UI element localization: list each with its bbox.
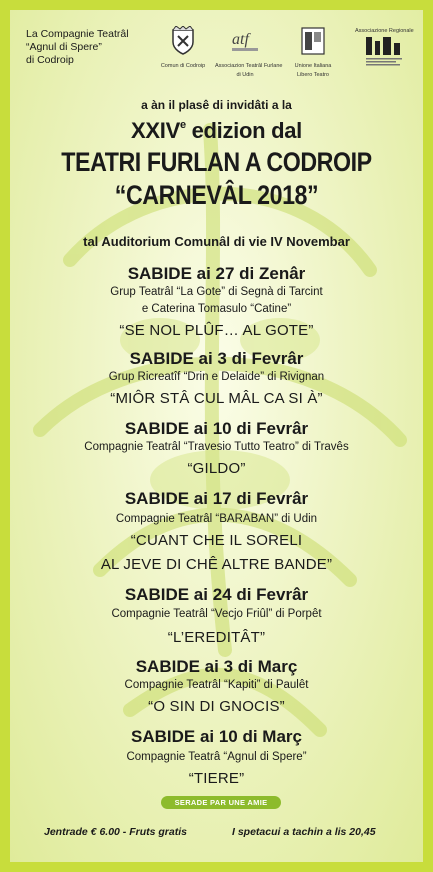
svg-text:atf: atf — [232, 31, 249, 48]
organizer-line-2: “Agnul di Spere” — [26, 41, 102, 53]
uilt-logo — [288, 26, 338, 78]
sponsor-logos — [160, 26, 415, 76]
organizer-line-3: di Codroip — [26, 54, 74, 66]
organizer-name — [26, 28, 129, 67]
event-show-1: “SE NOL PLÛF… AL GOTE” — [119, 322, 314, 339]
event-show-5: “L’EREDITÂT” — [167, 629, 266, 646]
event-date-4: SABIDE ai 17 di Fevrâr — [124, 489, 309, 508]
event-group-6: Compagnie Teatrâl “Kapiti” di Paulêt — [124, 679, 309, 691]
event-show-4: “CUANT CHE IL SORELI — [130, 532, 303, 549]
event-date-1: SABIDE ai 27 di Zenâr — [127, 264, 306, 283]
edition-line — [10, 118, 423, 144]
coat-of-arms-logo — [160, 26, 206, 70]
event-group-1b: e Caterina Tomasulo “Catine” — [141, 303, 292, 315]
event-date-6: SABIDE ai 3 di Març — [135, 657, 298, 676]
event-date-2: SABIDE ai 3 di Fevrâr — [129, 349, 304, 368]
logo-caption: Associazione Regionale — [355, 28, 414, 34]
logo-caption: Unione Italiana — [294, 63, 332, 69]
event-date-3: SABIDE ai 10 di Fevrâr — [124, 419, 309, 438]
edition-suffix: e — [179, 119, 186, 131]
association-logo-icon — [362, 35, 406, 69]
event-show-3: “GILDO” — [187, 460, 246, 477]
event-group-4: Compagnie Teatrâl “BARABAN” di Udin — [115, 513, 318, 525]
event-group-3: Compagnie Teatrâl “Travesio Tutto Teatro” di Travês — [84, 441, 349, 453]
event-show-7: “TIERE” — [188, 770, 245, 787]
atf-logo — [215, 26, 283, 78]
logo-caption-2: Libero Teatro — [296, 71, 329, 78]
association-logo — [355, 26, 413, 74]
festival-subtitle: “CARNEVÂL 2018” — [114, 180, 319, 210]
coat-of-arms-icon — [170, 26, 196, 56]
edition-number: XXIV — [131, 118, 180, 143]
venue-line: tal Auditorium Comunâl di vie IV Novembar — [83, 234, 350, 249]
entry-price: Jentrade € 6.00 - Fruts gratis — [44, 826, 187, 838]
event-show-4b: AL JEVE DI CHÊ ALTRE BANDE” — [100, 556, 333, 573]
atf-logo-icon — [230, 26, 260, 56]
logo-caption: Comun di Codroip — [160, 63, 206, 69]
logo-caption: Associazion Teatrâl Furlane — [215, 63, 283, 69]
start-time: I spetacui a tachin a lis 20,45 — [232, 826, 376, 838]
event-group-7: Compagnie Teatrâ “Agnul di Spere” — [126, 751, 307, 763]
logo-caption-2: di Udin — [236, 71, 254, 78]
uilt-logo-icon — [300, 26, 326, 56]
event-group-5: Compagnie Teatrâl “Vecjo Friûl” di Porpêt — [111, 608, 322, 620]
poster — [10, 10, 423, 862]
invitation-line: a àn il plasê di invidâti a la — [141, 98, 292, 112]
event-show-6: “O SIN DI GNOCIS” — [148, 698, 285, 715]
festival-title: TEATRI FURLAN A CODROIP — [61, 147, 372, 177]
serade-badge: SERADE PAR UNE AMIE — [161, 796, 281, 809]
event-show-2: “MIÔR STÂ CUL MÂL CA SI À” — [110, 390, 323, 407]
event-group-1: Grup Teatrâl “La Gote” di Segnà di Tarcint — [110, 286, 323, 298]
event-date-7: SABIDE ai 10 di Març — [130, 727, 302, 746]
organizer-line-1: La Compagnie Teatrâl — [26, 28, 129, 40]
edition-text: edizion dal — [185, 118, 302, 143]
event-group-2: Grup Ricreatîf “Drin e Delaide” di Rivignan — [108, 371, 325, 383]
event-date-5: SABIDE ai 24 di Fevrâr — [124, 585, 309, 604]
